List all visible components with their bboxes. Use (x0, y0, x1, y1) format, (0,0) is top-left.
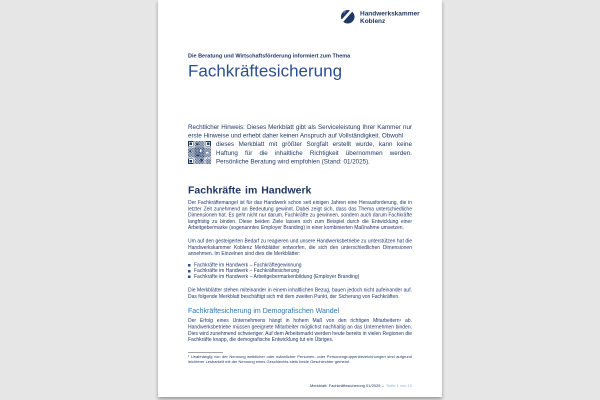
hwk-circle-swoosh-icon (340, 9, 356, 25)
legal-disclaimer-text: dieses Merkblatt mit größter Sorgfalt erstellt wurde, kann keine Haftung für die inhaltliche Richtigkeit übernommen werden. Persönliche Beratung wird empfohlen (Stand: 01/2025). (216, 140, 412, 165)
footnote-text: ¹ Unabhängig von der Nennung weiblicher oder männlicher Personen- oder Personengruppenbezeichnungen sind aufgrund leichterer Lesbarkeit mit der Nennung eines Geschlechts stets beide Geschlechter gemeint. (188, 354, 412, 364)
footer-document-label: Merkblatt: Fachkräftesicherung 01/2025 – (309, 383, 384, 388)
section-heading-fachkraefte-im-handwerk: Fachkräfte im Handwerk (188, 184, 312, 197)
page-title: Fachkräftesicherung (188, 61, 343, 81)
paragraph-fachkraeftemangel: Der Fachkräftemangel ist für das Handwerk schon seit einigen Jahren eine Herausforderung, die in letzter Zeit zunehmend an Bedeutung gewinnt. Dabei zeigt sich, dass das Thema unterschiedliche Dimensionen hat. Es geht nicht nur darum, Fachkräfte zu gewinnen, sondern auch darum Fachkräfte langfristig zu binden. Diese beiden Ziele lassen sich zum Beispiel durch die Entwicklung einer Arbeitgebermarke (sogenanntes Employer Branding) in einer kombinierten Maßnahme umsetzen. (188, 200, 412, 231)
footnote-block (188, 352, 412, 364)
footnote-divider (188, 352, 223, 353)
kicker-line: Die Beratung und Wirtschaftsförderung informiert zum Thema (188, 53, 351, 59)
merkblatt-list (188, 262, 412, 279)
logo-name-line1: Handwerkskammer (360, 9, 420, 17)
paragraph-merkblaetter-bezug: Die Merkblätter stehen miteinander in einem inhaltlichen Bezug, bauen jedoch nicht aufeinander auf. Das folgende Merkblatt beschäftigt sich mit dem zweiten Punkt, der Sicherung von Fachkräften. (188, 287, 412, 300)
paragraph-demografie: Der Erfolg eines Unternehmens hängt in hohem Maß von den richtigen Mitarbeitern¹ ab. Handwerksbetriebe müssen geeignete Mitarbeiter möglichst nachhaltig an das Unternehmen binden. Dies wird zunehmend schwieriger. Auf dem Arbeitsmarkt werden heute bereits in vielen Regionen die Fachkräfte knapp, die demografische Entwicklung tut ein Übriges. (188, 318, 412, 343)
page-content (158, 53, 442, 364)
list-item-label: Fachkräfte im Handwerk – Fachkräftegewinnung (194, 262, 302, 268)
paragraph-merkblaetter-intro: Um auf den gesteigerten Bedarf zu reagieren und unsere Handwerksbetriebe zu unterstützen hat die Handwerkskammer Koblenz Merkblätter entworfen, die sich den unterschiedlichen Dimensionen annehmen. Im Einzelnen sind dies die Merkblätter: (188, 238, 412, 257)
square-bullet-icon (188, 264, 191, 267)
footer-page-indicator: Seite 1 von 10 (386, 383, 412, 388)
legal-disclaimer-rest (188, 140, 412, 166)
square-bullet-icon (188, 270, 191, 273)
list-item (188, 274, 412, 280)
list-item-label: Fachkräfte im Handwerk – Arbeitgebermarkenbildung (Employer Branding) (194, 273, 360, 280)
list-item-label: Fachkräfte im Handwerk – Fachkräftesicherung (194, 268, 300, 274)
document-page (158, 0, 442, 397)
page-footer (310, 384, 412, 389)
subsection-heading-demografischer-wandel: Fachkräftesicherung im Demografischen Wandel (188, 306, 340, 315)
logo (340, 9, 420, 25)
logo-name-line2: Koblenz (360, 17, 386, 25)
legal-disclaimer-intro: Rechtlicher Hinweis: Dieses Merkblatt gibt als Serviceleistung Ihrer Kammer nur erste Hinweise und erhebt daher keinen Anspruch auf Vollständigkeit. Obwohl (188, 123, 412, 140)
square-bullet-icon (188, 276, 191, 279)
logo-text (360, 9, 420, 25)
qr-code (188, 141, 211, 164)
